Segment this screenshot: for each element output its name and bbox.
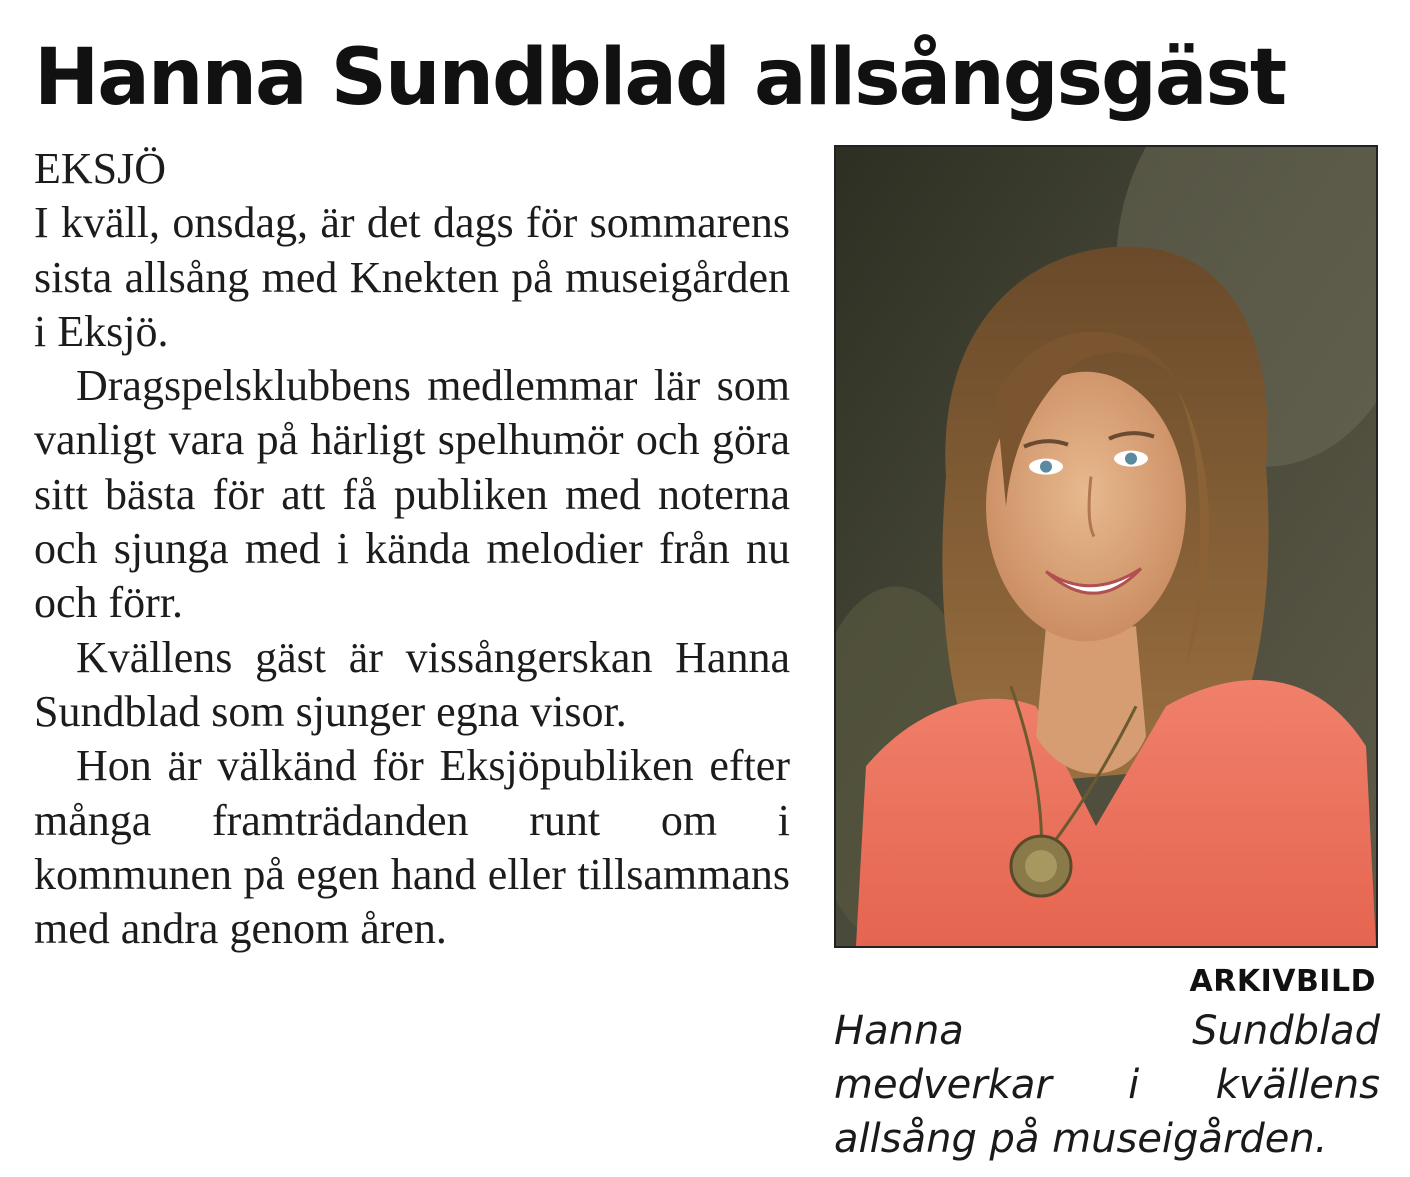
article-headline: Hanna Sundblad allsångsgäst: [34, 33, 1286, 123]
photo-caption: Hanna Sundblad medverkar i kvällens allsång på museigården.: [834, 1008, 1380, 1162]
photo-credit: ARKIVBILD: [1189, 964, 1376, 999]
paragraph-3: Kvällens gäst är vissångerskan Hanna Sundblad som sjunger egna visor.: [34, 632, 790, 736]
paragraph-1: I kväll, onsdag, är det dags för sommarens sista allsång med Knekten på museigården i Eksjö.: [34, 198, 790, 356]
paragraph-4: Hon är välkänd för Eksjöpubliken efter många framträdanden runt om i kommunen på egen hand eller tillsammans med andra genom åren.: [34, 741, 790, 954]
dateline: EKSJÖ: [34, 144, 167, 193]
article-body: [34, 142, 790, 956]
paragraph-2: Dragspelsklubbens medlemmar lär som vanligt vara på härligt spelhumör och göra sitt bästa för att få publiken med noterna och sjunga med i kända melodier från nu och förr.: [34, 361, 790, 628]
portrait-photo: [834, 145, 1378, 948]
portrait-illustration: [836, 147, 1376, 946]
